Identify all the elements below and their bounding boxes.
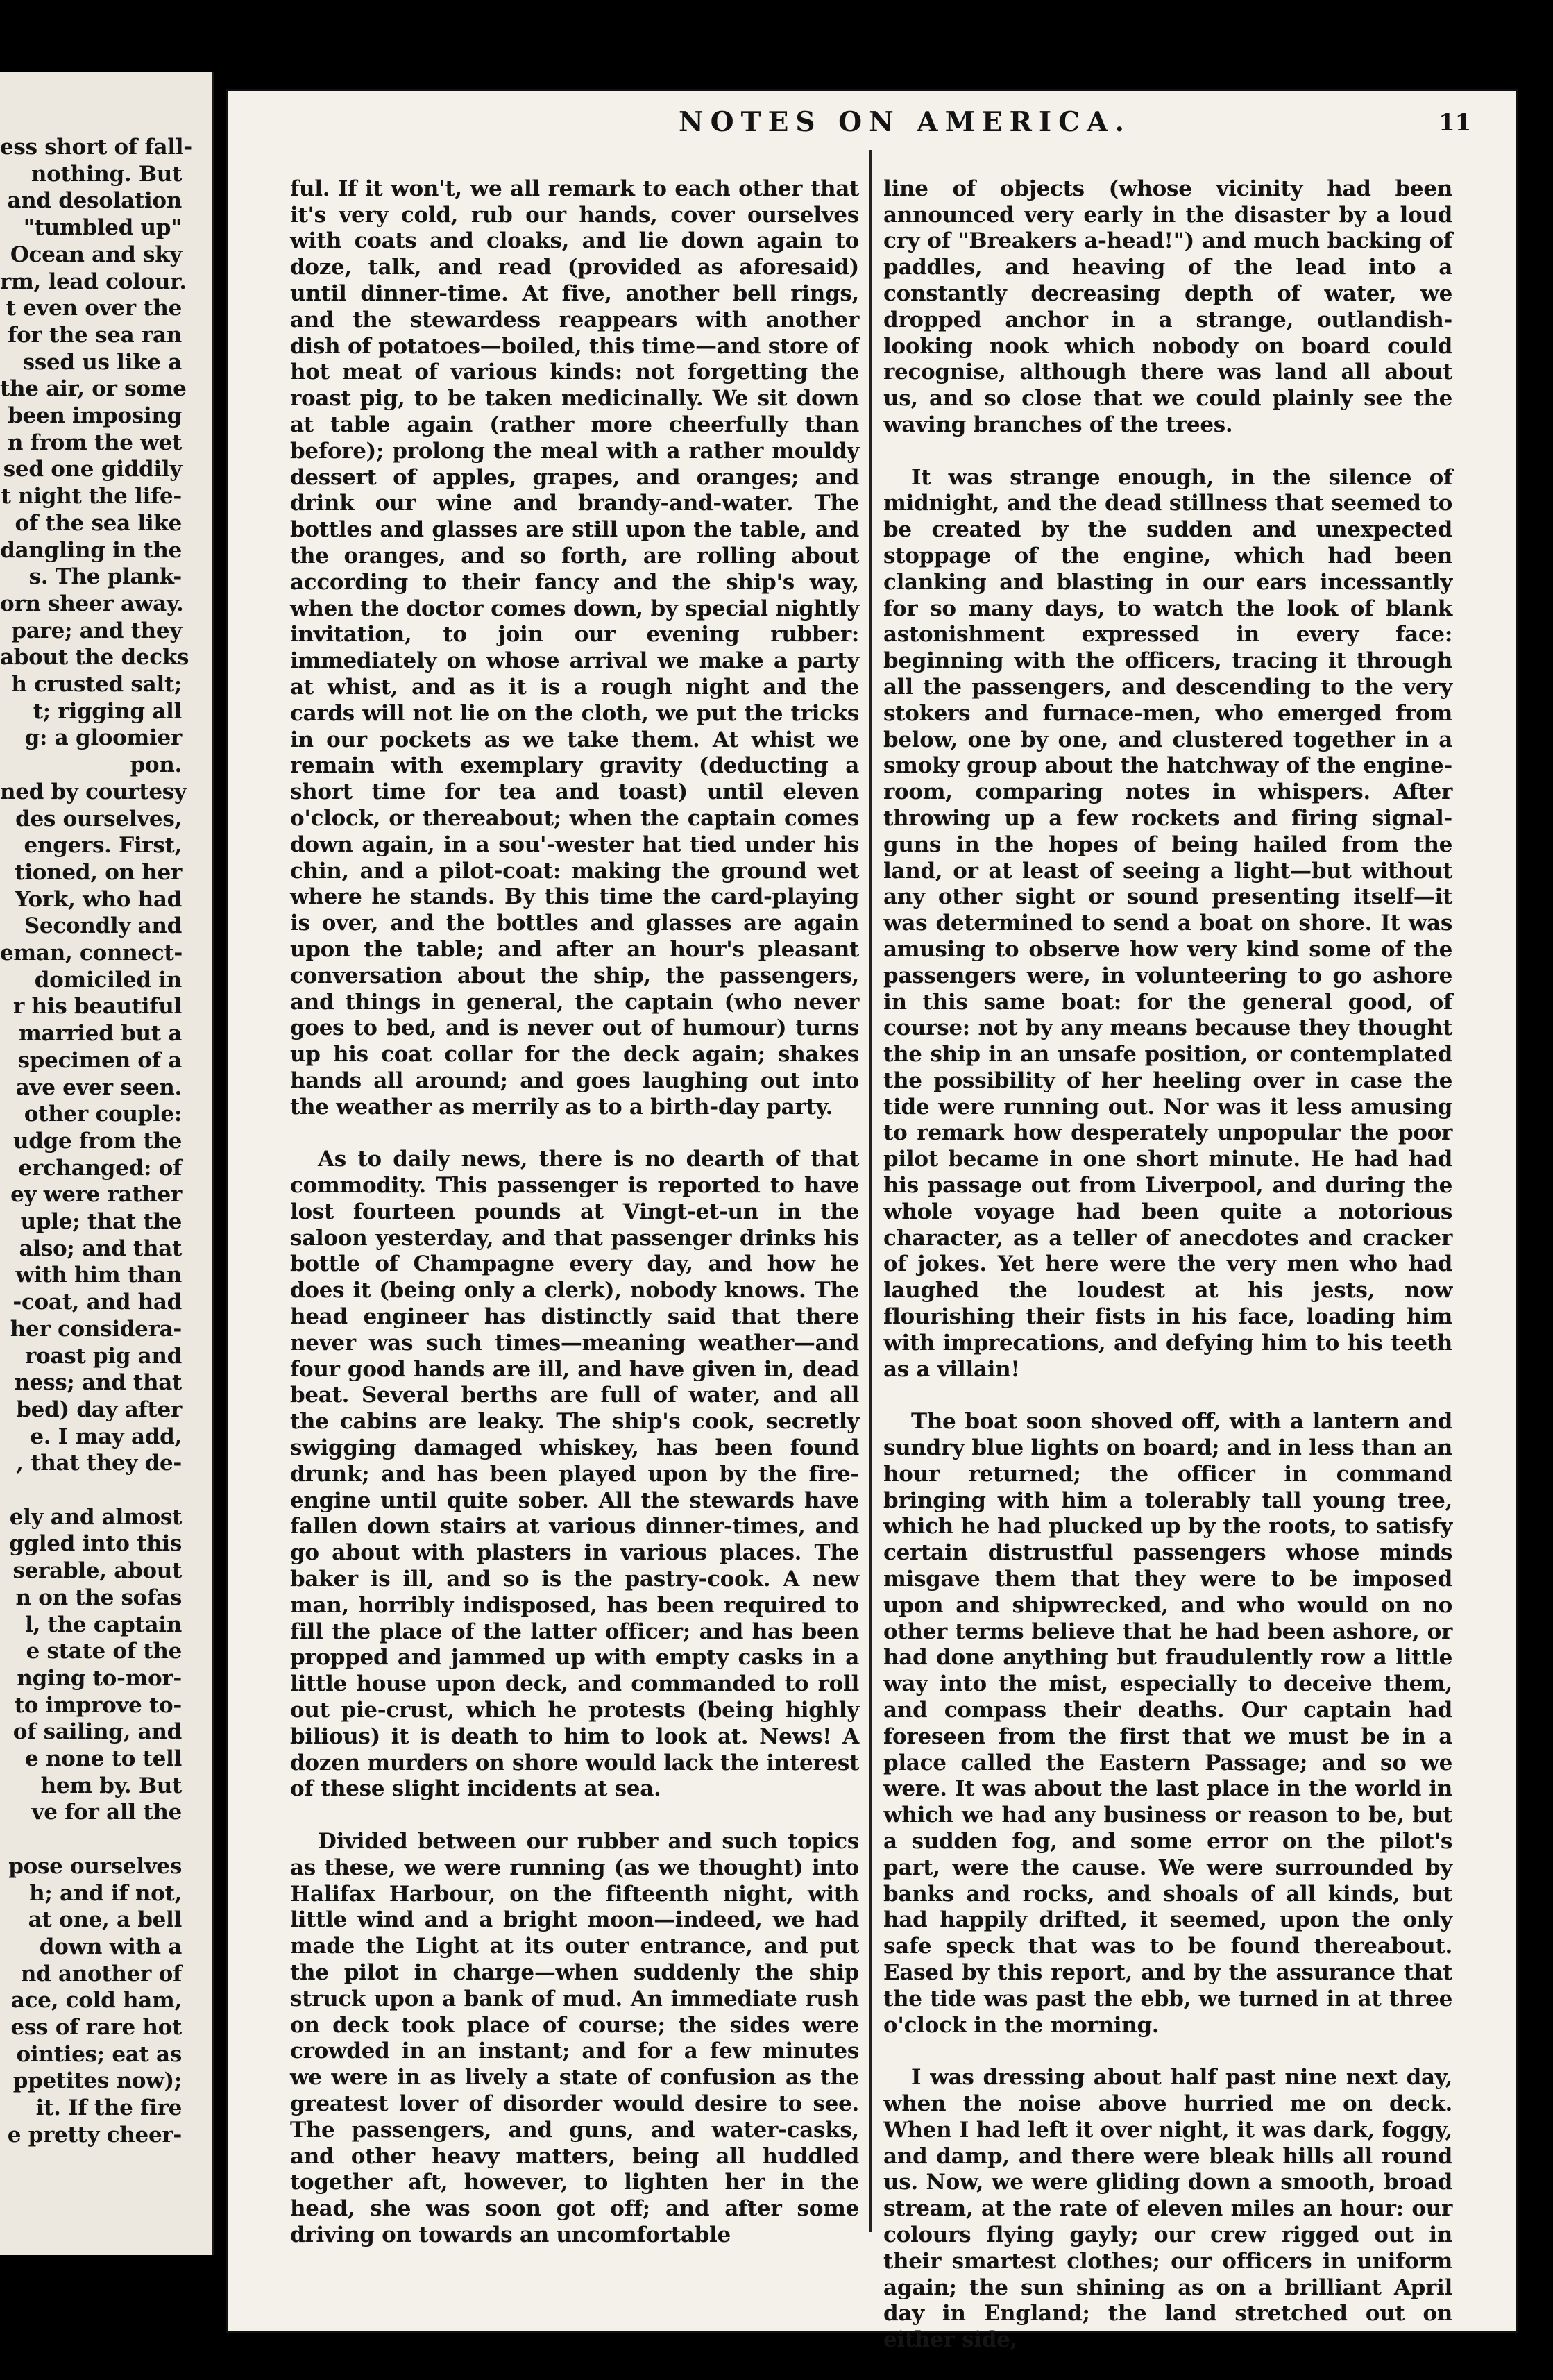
- fragment-line: , that they de-: [16, 1451, 182, 1476]
- fragment-line: ace, cold ham,: [10, 1988, 182, 2014]
- fragment-line: pare; and they: [11, 618, 182, 643]
- fragment-line: ggled into this: [8, 1531, 182, 1557]
- fragment-line: of the sea like: [15, 510, 182, 536]
- fragment-line: nd another of: [20, 1961, 182, 1986]
- fragment-line: ess of rare hot: [10, 2015, 182, 2040]
- fragment-line: orn sheer away.: [0, 591, 184, 616]
- fragment-line: been imposing: [8, 403, 182, 428]
- page-header: [228, 98, 1516, 146]
- fragment-line: ess short of fall-: [0, 135, 192, 160]
- text-column-left: [290, 150, 859, 2275]
- facing-page-fragment: [0, 72, 214, 2255]
- fragment-line: uple; that the: [20, 1209, 182, 1234]
- fragment-line: pon.: [130, 752, 182, 778]
- paragraph: ful. If it won't, we all remark to each other that it's very cold, rub our hands, cover ourselves with coats and cloaks, and lie down again to doze, talk, and read (provided as aforesaid) until dinner-time. At five, another bell rings, and the stewardess reappears with another dish of potatoes—boiled, this time—and store of hot meat of various kinds: not forgetting the roast pig, to be taken medicinally. We sit down at table again (rather more cheerfully than before); prolong the meal with a rather mouldy dessert of apples, grapes, and oranges; and drink our wine and brandy-and-water. The bottles and glasses are still upon the table, and the oranges, and so forth, are rolling about according to their fancy and the ship's way, when the doctor comes down, by special nightly invitation, to join our evening rubber: immediately on whose arrival we make a party at whist, and as it is a rough night and the cards will not lie on the cloth, we put the tricks in our pockets as we take them. At whist we remain with exemplary gravity (deducting a short time for tea and toast) until eleven o'clock, or thereabout; when the captain comes down again, in a sou'-wester hat tied under his chin, and a pilot-coat: making the ground wet where he stands. By this time the card-playing is over, and the bottles and glasses are again upon the table; and after an hour's pleasant conversation about the ship, the passengers, and things in general, the captain (who never goes to bed, and is never out of humour) turns up his coat collar for the deck again; shakes hands all around; and goes laughing out into the weather as merrily as to a birth-day party.: [290, 176, 859, 1120]
- fragment-line: ey were rather: [10, 1182, 182, 1208]
- fragment-line: h crusted salt;: [11, 672, 182, 697]
- page-number: 11: [1439, 109, 1472, 137]
- fragment-line: ave ever seen.: [15, 1074, 182, 1100]
- fragment-line: roast pig and: [25, 1343, 182, 1369]
- fragment-line: hem by. But: [40, 1773, 182, 1798]
- text-column-right: [883, 150, 1452, 2380]
- fragment-line: l, the captain: [25, 1612, 182, 1637]
- fragment-line: also; and that: [19, 1235, 182, 1261]
- fragment-line: h; and if not,: [29, 1880, 182, 1906]
- fragment-line: her considera-: [10, 1316, 182, 1342]
- fragment-line: other couple:: [24, 1102, 182, 1127]
- fragment-line: and desolation: [7, 188, 182, 214]
- paragraph: As to daily news, there is no dearth of that commodity. This passenger is reported to have lost fourteen pounds at Vingt-et-un in the saloon yesterday, and that passenger drinks his bottle of Champagne every day, and how he does it (being only a clerk), nobody knows. The head engineer has distinctly said that there never was such times—meaning weather—and four good hands are ill, and have given in, dead beat. Several berths are full of water, and all the cabins are leaky. The ship's cook, secretly swigging damaged whiskey, has been found drunk; and has been played upon by the fire-engine until quite sober. All the stewards have fallen down stairs at various dinner-times, and go about with plasters in various places. The baker is ill, and so is the pastry-cook. A new man, horribly indisposed, has been required to fill the place of the latter officer; and has been propped and jammed up with empty casks in a little house upon deck, and commanded to roll out pie-crust, which he protests (being highly bilious) it is death to him to look at. News! A dozen murders on shore would lack the interest of these slight incidents at sea.: [290, 1147, 859, 1802]
- fragment-line: Secondly and: [24, 913, 182, 939]
- fragment-line: ointies; eat as: [16, 2041, 182, 2067]
- fragment-line: t night the life-: [1, 484, 182, 509]
- fragment-line: t even over the: [6, 296, 182, 321]
- fragment-line: des ourselves,: [15, 806, 182, 832]
- fragment-line: n on the sofas: [15, 1585, 182, 1610]
- paragraph: The boat soon shoved off, with a lantern and sundry blue lights on board; and in less than an hour returned; the officer in command bringing with him a tolerably tall young tree, which he had plucked up by the roots, to satisfy certain distrustful passengers whose minds misgave them that they were to be imposed upon and shipwrecked, and who would on no other terms believe that he had been ashore, or had done anything but fraudulently row a little way into the mist, especially to deceive them, and compass their deaths. Our captain had foreseen from the first that we must be in a place called the Eastern Passage; and so we were. It was about the last place in the world in which we had any business or reason to be, but a sudden fog, and some error on the pilot's part, were the cause. We were surrounded by banks and rocks, and shoals of all kinds, but had happily drifted, it seemed, upon the only safe speck that was to be found thereabout. Eased by this report, and by the assurance that the tide was past the ebb, we turned in at three o'clock in the morning.: [883, 1409, 1452, 2038]
- fragment-line: serable, about: [12, 1558, 182, 1584]
- fragment-line: the air, or some: [0, 376, 187, 402]
- fragment-line: to improve to-: [14, 1692, 182, 1718]
- fragment-line: g: a gloomier: [24, 725, 182, 751]
- running-title: NOTES ON AMERICA.: [679, 106, 1131, 138]
- fragment-line: at one, a bell: [28, 1907, 182, 1933]
- paragraph: Divided between our rubber and such topics as these, we were running (as we thought) into Halifax Harbour, on the fifteenth night, with little wind and a bright moon—indeed, we had made the Light at its outer entrance, and put the pilot in charge—when suddenly the ship struck upon a bank of mud. An immediate rush on deck took place of course; the sides were crowded in an instant; and for a few minutes we were in as lively a state of confusion as the greatest lover of disorder would desire to see. The passengers, and guns, and water-casks, and other heavy matters, being all huddled together aft, however, to lighten her in the head, she was soon got off; and after some driving on towards an uncomfortable: [290, 1829, 859, 2247]
- fragment-line: engers. First,: [24, 833, 182, 859]
- fragment-line: ned by courtesy: [0, 779, 187, 804]
- fragment-line: s. The plank-: [28, 564, 182, 590]
- fragment-line: ely and almost: [9, 1504, 182, 1530]
- fragment-line: specimen of a: [17, 1047, 182, 1073]
- fragment-line: r his beautiful: [13, 994, 182, 1020]
- paragraph: line of objects (whose vicinity had been announced very early in the disaster by a loud cry of "Breakers a-head!") and much backing of paddles, and heaving of the lead into a constantly decreasing depth of water, we dropped anchor in a strange, outlandish-looking nook which nobody on board could recognise, although there was land all about us, and so close that we could plainly see the waving branches of the trees.: [883, 176, 1452, 437]
- fragment-line: for the sea ran: [7, 322, 182, 348]
- fragment-line: bed) day after: [16, 1396, 182, 1422]
- fragment-line: ppetites now);: [12, 2068, 182, 2094]
- book-page: [226, 89, 1518, 2353]
- fragment-line: domiciled in: [34, 967, 182, 993]
- fragment-line: ness; and that: [14, 1370, 182, 1396]
- fragment-line: married but a: [18, 1021, 182, 1047]
- column-divider: [869, 150, 872, 2232]
- fragment-line: nothing. But: [31, 161, 182, 187]
- fragment-line: udge from the: [12, 1128, 182, 1154]
- fragment-line: it. If the fire: [35, 2095, 182, 2121]
- fragment-line: York, who had: [15, 886, 182, 912]
- fragment-line: n from the wet: [7, 430, 182, 455]
- fragment-line: of sailing, and: [12, 1719, 182, 1745]
- fragment-line: e. I may add,: [30, 1424, 182, 1449]
- fragment-line: down with a: [39, 1934, 182, 1959]
- fragment-line: ve for all the: [31, 1800, 182, 1825]
- fragment-line: dangling in the: [0, 537, 182, 563]
- fragment-line: e state of the: [26, 1639, 182, 1664]
- fragment-line: -coat, and had: [12, 1290, 182, 1315]
- fragment-line: t; rigging all: [33, 698, 182, 724]
- fragment-line: e none to tell: [25, 1746, 182, 1771]
- fragment-line: ssed us like a: [22, 349, 182, 375]
- paragraph: It was strange enough, in the silence of midnight, and the dead stillness that seemed to be created by the sudden and unexpected stoppage of the engine, which had been clanking and blasting in our ears incessantly for so many days, to watch the look of blank astonishment expressed in every face: beginning with the officers, tracing it through all the passengers, and descending to the very stokers and furnace-men, who emerged from below, one by one, and clustered together in a smoky group about the hatchway of the engine-room, comparing notes in whispers. After throwing up a few rockets and firing signal-guns in the hopes of being hailed from the land, or at least of seeing a light—but without any other sight or sound presenting itself—it was determined to send a boat on shore. It was amusing to observe how very kind some of the passengers were, in volunteering to go ashore in this same boat: for the general good, of course: not by any means because they thought the ship in an unsafe position, or contemplated the possibility of her heeling over in case the tide were running out. Nor was it less amusing to remark how desperately unpopular the poor pilot became in one short minute. He had had his passage out from Liverpool, and during the whole voyage had been quite a notorious character, as a teller of anecdotes and cracker of jokes. Yet here were the very men who had laughed the loudest at his jests, now flourishing their fists in his face, loading him with imprecations, and defying him to his teeth as a villain!: [883, 464, 1452, 1382]
- fragment-line: eman, connect-: [0, 940, 183, 965]
- fragment-line: erchanged: of: [18, 1155, 182, 1181]
- fragment-line: pose ourselves: [8, 1853, 182, 1879]
- fragment-line: tioned, on her: [15, 859, 182, 885]
- fragment-line: with him than: [15, 1263, 182, 1288]
- fragment-line: e pretty cheer-: [7, 2122, 182, 2147]
- fragment-line: sed one giddily: [3, 457, 182, 482]
- fragment-line: about the decks: [0, 645, 189, 670]
- fragment-line: Ocean and sky: [10, 242, 182, 267]
- paragraph: I was dressing about half past nine next day, when the noise above hurried me on deck. When I had left it over night, it was dark, foggy, and damp, and there were bleak hills all round us. Now, we were gliding down a smooth, broad stream, at the rate of eleven miles an hour: our colours flying gayly; our crew rigged out in their smartest clothes; our officers in uniform again; the sun shining as on a brilliant April day in England; the land stretched out on either side,: [883, 2065, 1452, 2353]
- fragment-line: nging to-mor-: [17, 1665, 182, 1691]
- fragment-line: "tumbled up": [23, 215, 182, 241]
- fragment-line: rm, lead colour.: [0, 269, 187, 294]
